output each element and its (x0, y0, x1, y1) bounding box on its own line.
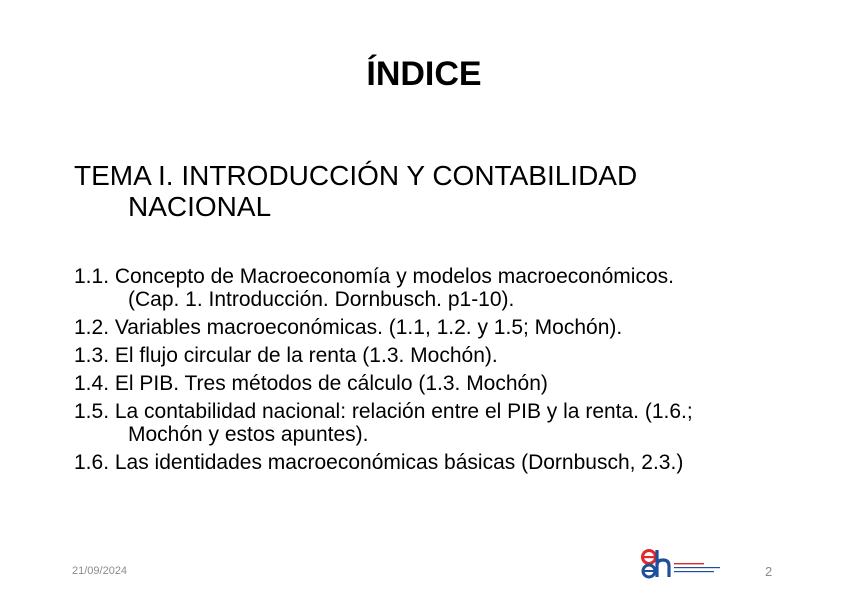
topic-heading-line-2: NACIONAL (128, 191, 272, 222)
topic-item-1-3 (74, 344, 814, 367)
footer-date: 21/09/2024 (72, 565, 128, 577)
topic-item-text: 1.5. La contabilidad nacional: relación entre el PIB y la renta. (1.6.; (74, 400, 693, 423)
slide-title: ÍNDICE (366, 55, 482, 93)
topic-item-text: 1.6. Las identidades macroeconómicas básicas (Dornbusch, 2.3.) (74, 451, 684, 474)
topic-item-1-1 (74, 265, 814, 311)
topic-list (74, 265, 814, 479)
topic-item-continuation: (Cap. 1. Introducción. Dornbusch. p1-10). (128, 288, 515, 311)
topic-item-text: 1.2. Variables macroeconómicas. (1.1, 1.2. y 1.5; Mochón). (74, 316, 623, 339)
topic-heading (74, 160, 794, 222)
topic-item-text: 1.4. El PIB. Tres métodos de cálculo (1.3. Mochón) (74, 372, 548, 395)
page-number: 2 (765, 564, 773, 579)
topic-item-continuation: Mochón y estos apuntes). (128, 423, 369, 446)
topic-heading-line-1: TEMA I. INTRODUCCIÓN Y CONTABILIDAD (74, 160, 638, 191)
topic-item-1-2 (74, 316, 814, 339)
topic-item-1-5 (74, 400, 814, 446)
topic-item-1-6 (74, 451, 814, 474)
topic-item-text: 1.1. Concepto de Macroeconomía y modelos macroeconómicos. (74, 265, 674, 288)
topic-item-1-4 (74, 372, 814, 395)
ehu-logo-icon (640, 547, 730, 581)
topic-item-text: 1.3. El flujo circular de la renta (1.3. Mochón). (74, 344, 498, 367)
